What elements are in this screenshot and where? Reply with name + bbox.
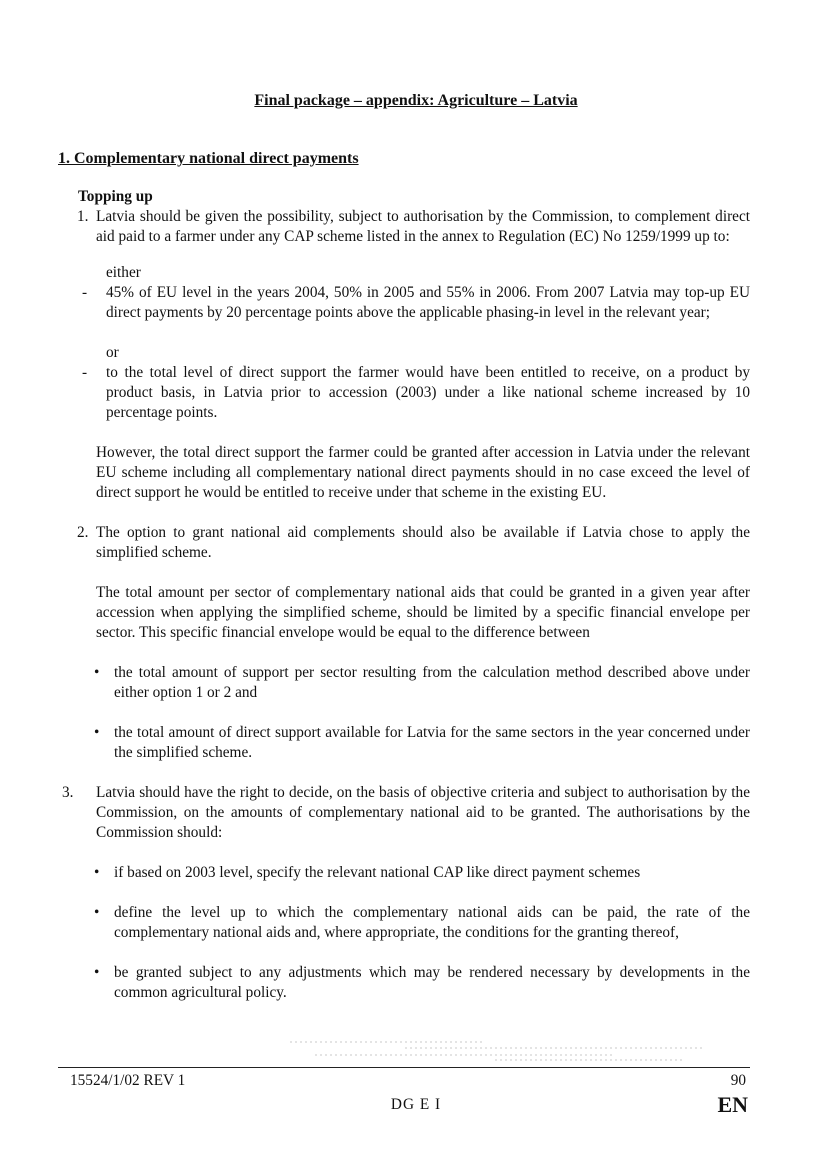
item-3-text: Latvia should have the right to decide, on the basis of objective criteria and subject to authorisation by the Commission, on the amounts of complementary national aid to be granted. The authorisations by the Commission should: [96,784,750,841]
bullet-mark: • [94,724,100,741]
document-reference: 15524/1/02 REV 1 [70,1072,186,1089]
bullet-text: if based on 2003 level, specify the relevant national CAP like direct payment schemes [114,864,641,881]
language-code: EN [717,1092,748,1117]
list-item [60,663,750,703]
bullet-mark: • [94,964,100,981]
bullet-text: be granted subject to any adjustments which may be rendered necessary by developments in the common agricultural policy. [114,964,750,1001]
dash-mark: - [82,284,88,301]
section-heading: 1. Complementary national direct payments [58,150,359,167]
list-item [60,903,750,943]
list-item [60,723,750,763]
item-3-number: 3. [62,784,74,801]
bullet-text: define the level up to which the complementary national aids can be paid, the rate of the complementary national aids and, where appropriate, the conditions for the granting thereof, [114,904,750,941]
option-a [60,283,750,323]
option-a-text: 45% of EU level in the years 2004, 50% in 2005 and 55% in 2006. From 2007 Latvia may top-up EU direct payments by 20 percentage points above the applicable phasing-in level in the relevant year; [106,284,750,321]
list-item [60,863,750,883]
option-b [60,363,750,423]
bullet-mark: • [94,664,100,681]
document-title: Final package – appendix: Agriculture – Latvia [254,92,578,109]
option-b-text: to the total level of direct support the farmer would have been entitled to receive, on a product by product basis, in Latvia prior to accession (2003) under a like national scheme increased by 10 percentage points. [106,364,750,421]
item-1-text: Latvia should be given the possibility, subject to authorisation by the Commission, to complement direct aid paid to a farmer under any CAP scheme listed in the annex to Regulation (EC) No 1259/1999 up to: [96,208,750,245]
bullet-text: the total amount of direct support available for Latvia for the same sectors in the year concerned under the simplified scheme. [114,724,750,761]
or-label: or [106,344,119,361]
bullet-mark: • [94,904,100,921]
envelope-paragraph: The total amount per sector of complementary national aids that could be granted in a given year after accession when applying the simplified scheme, should be limited by a specific financial envelope per sector. This specific financial envelope would be equal to the difference between [96,584,750,641]
item-2 [60,523,750,563]
document-body [60,187,750,1003]
bullet-mark: • [94,864,100,881]
list-item [60,963,750,1003]
subheading: Topping up [78,188,153,205]
bullet-text: the total amount of support per sector resulting from the calculation method described above under either option 1 or 2 and [114,664,750,701]
item-1 [60,207,750,247]
page-number: 90 [730,1072,746,1089]
item-2-text: The option to grant national aid complements should also be available if Latvia chose to apply the simplified scheme. [96,524,750,561]
either-label: either [106,264,141,281]
item-1-number: 1. [77,208,89,225]
however-paragraph: However, the total direct support the farmer could be granted after accession in Latvia under the relevant EU scheme including all complementary national direct payments should in no case exceed the level of direct support he would be entitled to receive under that scheme in the existing EU. [96,444,750,501]
item-2-number: 2. [77,524,89,541]
directorate-code: DG E I [390,1096,442,1113]
dash-mark: - [82,364,88,381]
scan-artifact [285,1036,725,1064]
item-3 [60,783,750,843]
footer-divider [58,1067,750,1068]
